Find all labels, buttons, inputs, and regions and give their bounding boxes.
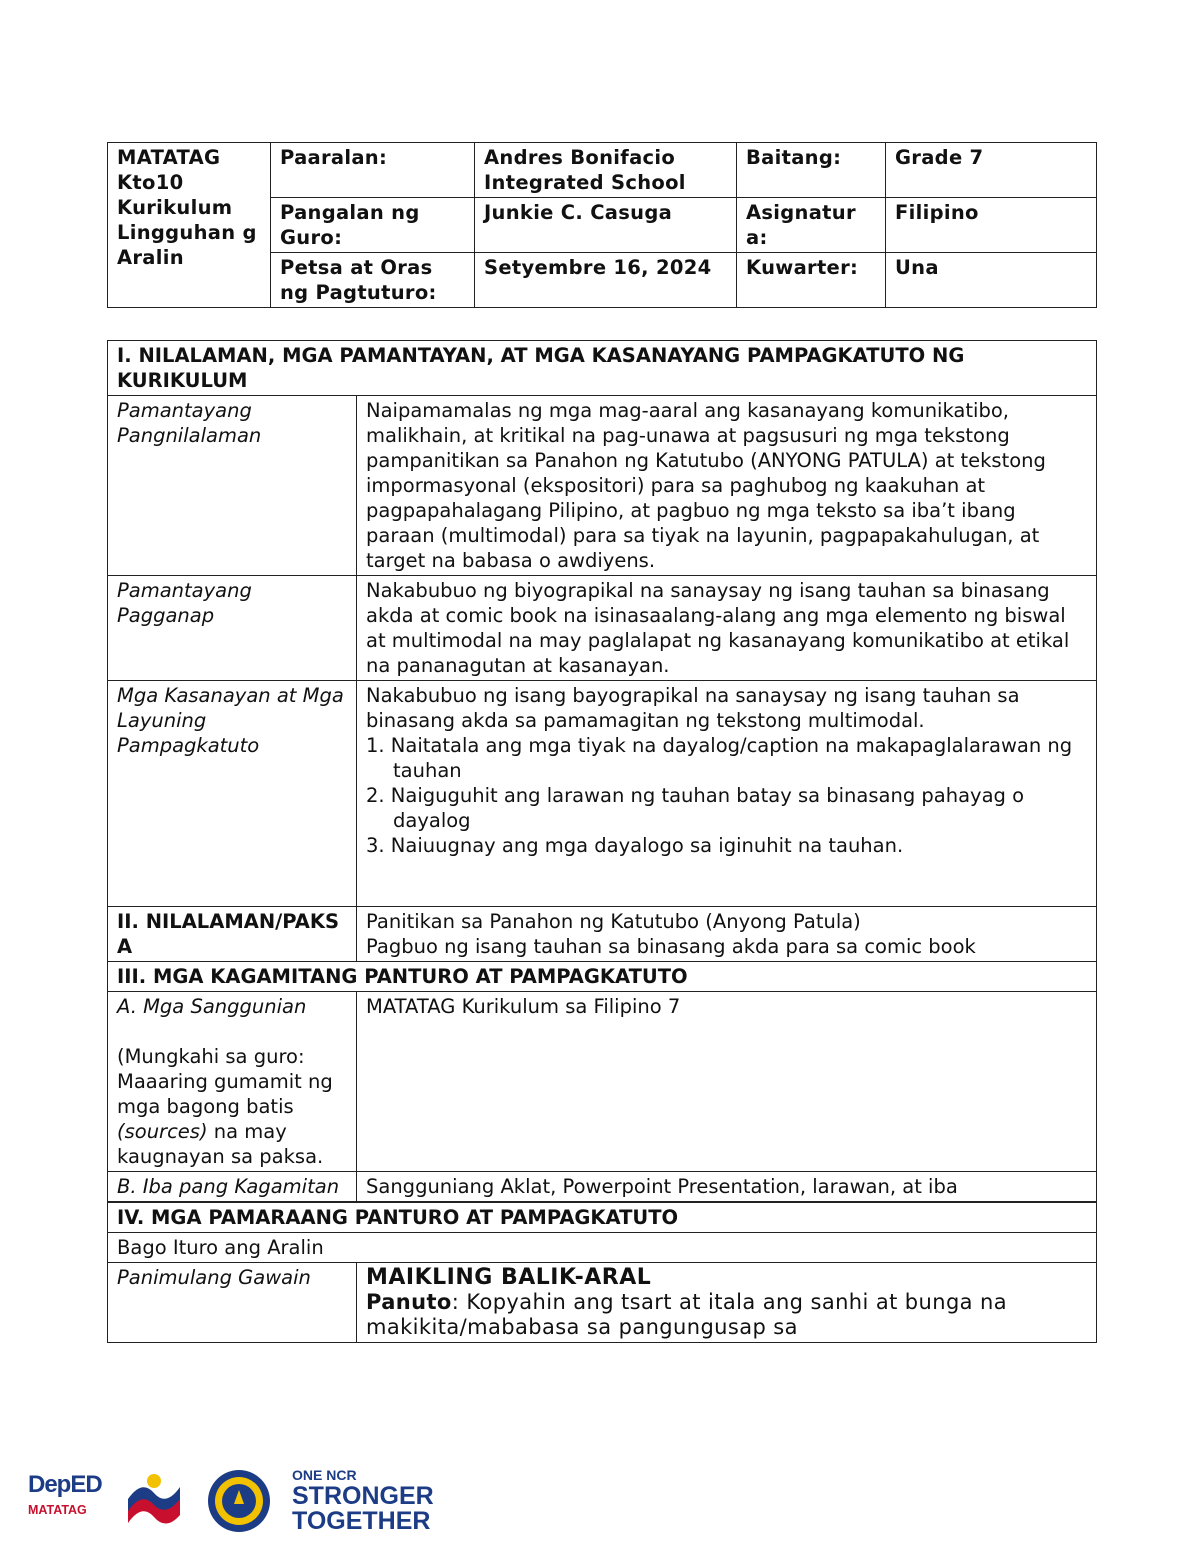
ncr-line-3: TOGETHER bbox=[292, 1507, 431, 1535]
school-label: Paaralan: bbox=[271, 143, 475, 198]
skills-intro: Nakabubuo ng isang bayograpikal na sanaysay ng isang tauhan sa binasang akda sa pamamagitan ng tekstong multimodal. bbox=[366, 684, 1020, 732]
references-note: (Mungkahi sa guro: Maaaring gumamit ng mga bagong batis (sources) na may kaugnayan sa paksa. bbox=[117, 1045, 333, 1168]
content-standard-text: Naipamamalas ng mga mag-aaral ang kasanayang komunikatibo, malikhain, at kritikal na pag-unawa at pagsusuri ng mga tekstong pampanitikan sa Panahon ng Katutubo (ANYONG PATULA) at tekstong impormasyonal (ekspositori) para sa paghubog ng kaakuhan at pagpapahalagang Pilipino, at pagbuo ng mga teksto sa iba’t ibang paraan (multimodal) para sa tiyak na layunin, pagpapakahulugan, at target na babasa o awdiyens. bbox=[357, 396, 1097, 576]
grade-label: Baitang: bbox=[737, 143, 886, 198]
curriculum-title-cell: MATATAG Kto10 Kurikulum Lingguhan g Aralin bbox=[108, 143, 271, 308]
ncr-line-2: STRONGER bbox=[292, 1482, 434, 1510]
subject-label: Asignatur a: bbox=[737, 198, 886, 253]
topic-line-1: Panitikan sa Panahon ng Katutubo (Anyong Patula) bbox=[366, 910, 861, 933]
skills-list bbox=[366, 733, 1087, 858]
section-4-title: IV. MGA PAMARAANG PANTURO AT PAMPAGKATUTO bbox=[108, 1202, 1097, 1233]
lesson-header-table bbox=[107, 142, 1097, 308]
list-item: 2. Naiguguhit ang larawan ng tauhan batay sa binasang pahayag o bbox=[366, 784, 1025, 807]
deped-matatag-logo bbox=[28, 1471, 102, 1531]
skills-label: Mga Kasanayan at Mga Layuning Pampagkatuto bbox=[108, 681, 357, 907]
topic-line-2: Pagbuo ng isang tauhan sa binasang akda para sa comic book bbox=[366, 935, 976, 958]
content-standard-label: Pamantayang Pangnilalaman bbox=[108, 396, 357, 576]
one-ncr-logo bbox=[292, 1468, 434, 1534]
date-label: Petsa at Oras ng Pagtuturo: bbox=[271, 253, 475, 308]
footer-logos bbox=[28, 1462, 434, 1540]
skills-cell bbox=[357, 681, 1097, 907]
activity-title: MAIKLING BALIK-ARAL bbox=[366, 1265, 652, 1290]
list-item: dayalog bbox=[393, 809, 471, 832]
deped-wordmark: DepED bbox=[28, 1471, 102, 1498]
ncr-seal-logo bbox=[206, 1468, 272, 1534]
bagong-pilipinas-logo bbox=[122, 1469, 186, 1533]
activity-label: Panimulang Gawain bbox=[108, 1263, 357, 1343]
performance-standard-text: Nakabubuo ng biyograpikal na sanaysay ng isang tauhan sa binasang akda at comic book na isinasaalang-alang ang mga elemento ng biswal at multimodal na may paglalapat ng kasanayang komunikatibo at etikal na pananagutan at kasanayan. bbox=[357, 576, 1097, 681]
activity-cell bbox=[357, 1263, 1097, 1343]
performance-standard-label: Pamantayang Pagganap bbox=[108, 576, 357, 681]
section-2-cell bbox=[357, 907, 1097, 962]
list-item: 1. Naitatala ang mga tiyak na dayalog/caption na makapaglalarawan ng tauhan bbox=[366, 734, 1073, 782]
references-value: MATATAG Kurikulum sa Filipino 7 bbox=[357, 992, 1097, 1172]
other-materials-label: B. Iba pang Kagamitan bbox=[108, 1172, 357, 1203]
matatag-wordmark: MATATAG bbox=[28, 1503, 87, 1517]
list-item: 3. Naiuugnay ang mga dayalogo sa iginuhit na tauhan. bbox=[366, 834, 904, 857]
date-value: Setyembre 16, 2024 bbox=[475, 253, 737, 308]
subject-value: Filipino bbox=[886, 198, 1097, 253]
references-label-cell bbox=[108, 992, 357, 1172]
grade-value: Grade 7 bbox=[886, 143, 1097, 198]
section-1-title: I. NILALAMAN, MGA PAMANTAYAN, AT MGA KASANAYANG PAMPAGKATUTO NG KURIKULUM bbox=[108, 341, 1097, 396]
quarter-value: Una bbox=[886, 253, 1097, 308]
quarter-label: Kuwarter: bbox=[737, 253, 886, 308]
section-4-subhead: Bago Ituro ang Aralin bbox=[108, 1233, 1097, 1263]
ncr-line-1: ONE NCR bbox=[292, 1467, 357, 1483]
activity-instruction: Panuto: Kopyahin ang tsart at itala ang sanhi at bunga na makikita/mababasa sa pangungusap sa bbox=[366, 1290, 1008, 1339]
section-3-title: III. MGA KAGAMITANG PANTURO AT PAMPAGKATUTO bbox=[108, 962, 1097, 992]
references-label: A. Mga Sanggunian bbox=[117, 995, 307, 1018]
teacher-value: Junkie C. Casuga bbox=[475, 198, 737, 253]
school-value: Andres Bonifacio Integrated School bbox=[475, 143, 737, 198]
other-materials-value: Sangguniang Aklat, Powerpoint Presentation, larawan, at iba bbox=[357, 1172, 1097, 1203]
teacher-label: Pangalan ng Guro: bbox=[271, 198, 475, 253]
section-2-label: II. NILALAMAN/PAKS A bbox=[108, 907, 357, 962]
lesson-plan-table bbox=[107, 340, 1097, 1343]
